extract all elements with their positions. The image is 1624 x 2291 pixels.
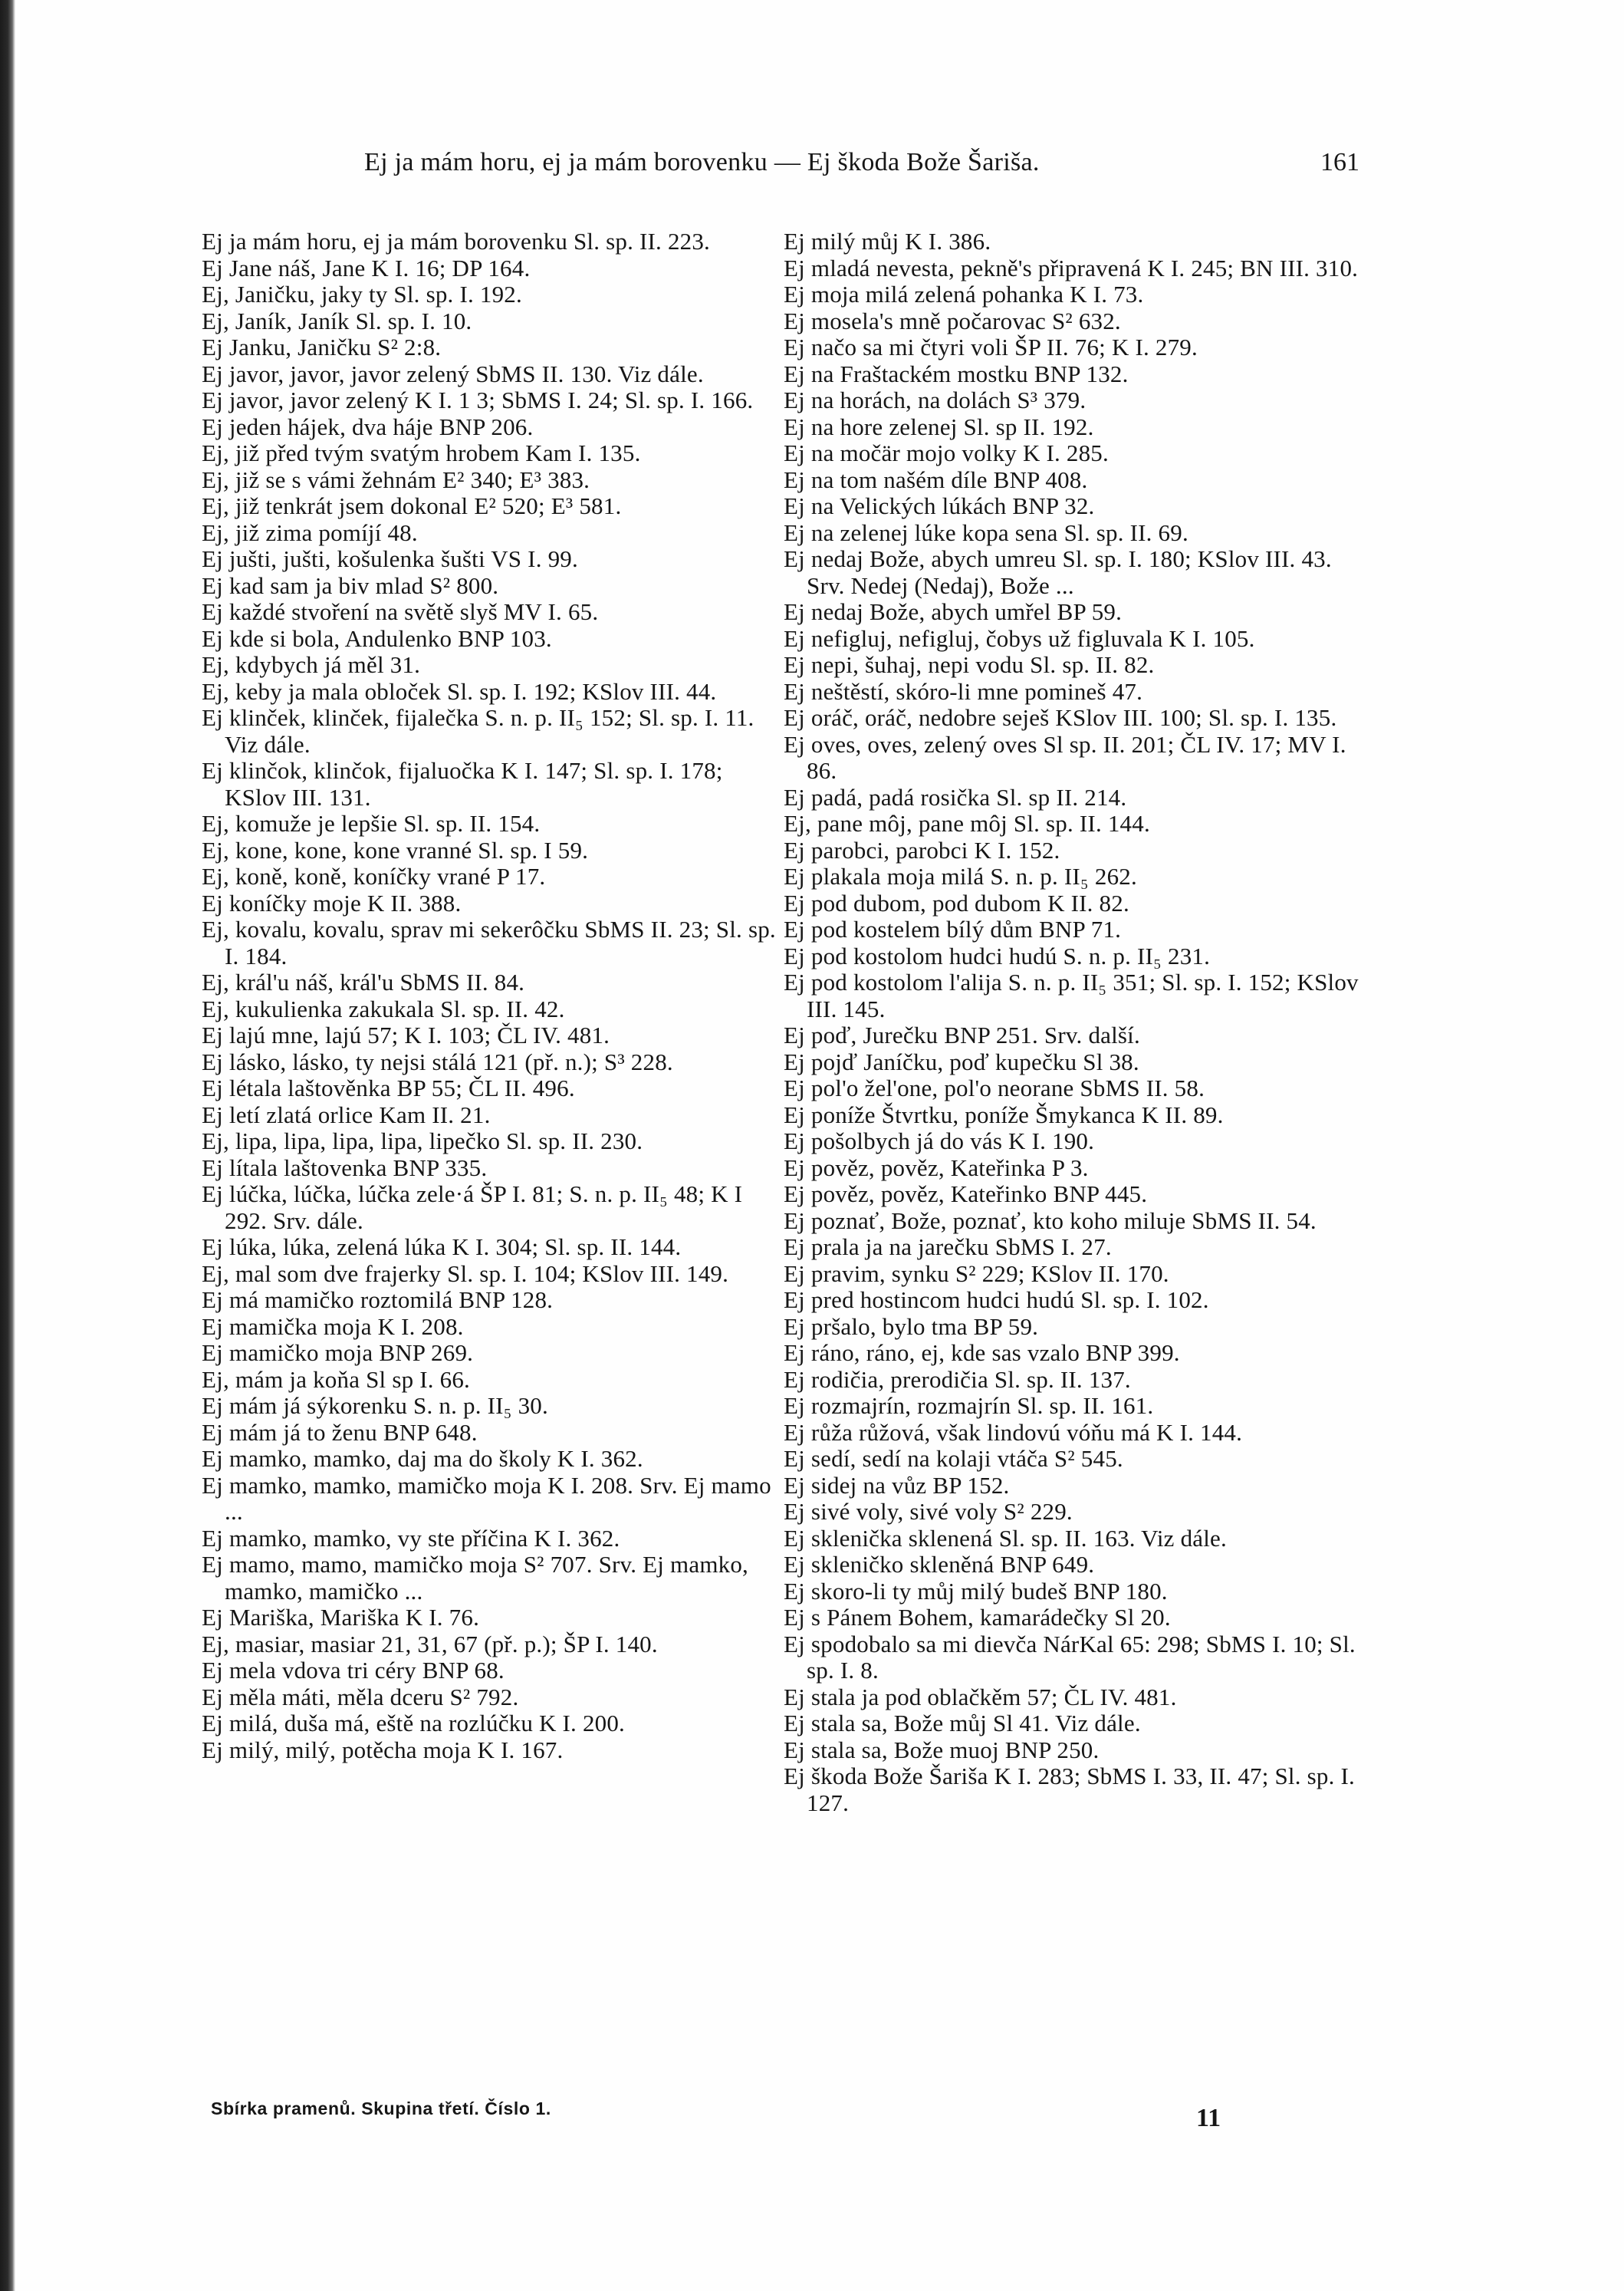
- index-entry: Ej, kdybych já měl 31.: [202, 651, 421, 678]
- index-entry: Ej na tom našém díle BNP 408.: [784, 466, 1088, 493]
- index-entry: Ej oves, oves, zelený oves Sl sp. II. 201; ČL IV. 17; MV I. 86.: [784, 730, 1346, 784]
- index-column-left: [202, 229, 777, 1763]
- index-entry: Ej pověz, pověz, Kateřinko BNP 445.: [784, 1180, 1148, 1207]
- index-entry: Ej, již před tvým svatým hrobem Kam I. 135.: [202, 439, 641, 466]
- index-entry: Ej plakala moja milá S. n. p. II₅ 262.: [784, 863, 1137, 890]
- index-entry: Ej pol'o žel'one, pol'o neorane SbMS II. 58.: [784, 1075, 1205, 1101]
- index-entry: Ej mela vdova tri céry BNP 68.: [202, 1657, 505, 1684]
- index-entry: Ej pod kostolom hudci hudú S. n. p. II₅ 231.: [784, 942, 1211, 969]
- index-entry: Ej, král'u náš, král'u SbMS II. 84.: [202, 969, 525, 996]
- index-entry: Ej koníčky moje K II. 388.: [202, 889, 462, 917]
- index-entry: Ej mamička moja K I. 208.: [202, 1312, 464, 1340]
- index-entry: Ej prala ja na jarečku SbMS I. 27.: [784, 1233, 1112, 1260]
- index-entry: Ej lítala laštovenka BNP 335.: [202, 1154, 488, 1181]
- index-entry: Ej klinček, klinček, fijalečka S. n. p. II₅ 152; Sl. sp. I. 11. Viz dále.: [202, 704, 754, 758]
- index-entry: Ej s Pánem Bohem, kamarádečky Sl 20.: [784, 1604, 1171, 1631]
- page-number: 161: [1320, 148, 1359, 176]
- signature-mark: 11: [1196, 2104, 1221, 2132]
- index-entry: Ej javor, javor, javor zelený SbMS II. 130. Viz dále.: [202, 360, 704, 387]
- index-entry: Ej stala sa, Bože můj Sl 41. Viz dále.: [784, 1710, 1141, 1736]
- index-entry: Ej nedaj Bože, abych umřel BP 59.: [784, 598, 1123, 625]
- index-entry: Ej sivé voly, sivé voly S² 229.: [784, 1498, 1073, 1525]
- index-entry: Ej pravim, synku S² 229; KSlov II. 170.: [784, 1259, 1169, 1287]
- index-entry: Ej pod dubom, pod dubom K II. 82.: [784, 889, 1129, 917]
- index-entry: Ej rozmajrín, rozmajrín Sl. sp. II. 161.: [784, 1392, 1154, 1419]
- index-entry: Ej lúčka, lúčka, lúčka zele·á ŠP I. 81; S. n. p. II₅ 48; K I 292. Srv. dále.: [202, 1180, 743, 1234]
- index-entry: Ej javor, javor zelený K I. 1 3; SbMS I. 24; Sl. sp. I. 166.: [202, 387, 754, 413]
- index-entry: Ej padá, padá rosička Sl. sp II. 214.: [784, 783, 1127, 811]
- index-entry: Ej sedí, sedí na kolaji vtáča S² 545.: [784, 1445, 1123, 1472]
- index-entry: Ej jeden hájek, dva háje BNP 206.: [202, 413, 534, 440]
- index-entry: Ej, mal som dve frajerky Sl. sp. I. 104; KSlov III. 149.: [202, 1259, 729, 1287]
- index-entry: Ej ráno, ráno, ej, kde sas vzalo BNP 399.: [784, 1339, 1180, 1366]
- index-entry: Ej lajú mne, lajú 57; K I. 103; ČL IV. 481.: [202, 1022, 610, 1048]
- index-column-right: [784, 229, 1360, 1816]
- index-entry: Ej milý, milý, potěcha moja K I. 167.: [202, 1736, 564, 1763]
- index-entry: Ej na Fraštackém mostku BNP 132.: [784, 360, 1129, 387]
- index-entry: Ej, koně, koně, koníčky vrané P 17.: [202, 863, 546, 890]
- index-entry: Ej pršalo, bylo tma BP 59.: [784, 1312, 1039, 1340]
- book-page: [15, 0, 1624, 2291]
- index-entry: Ej Jane náš, Jane K I. 16; DP 164.: [202, 254, 531, 281]
- index-entry: Ej letí zlatá orlice Kam II. 21.: [202, 1101, 491, 1128]
- index-entry: Ej růža růžová, však lindovú vóňu má K I. 144.: [784, 1418, 1243, 1446]
- index-entry: Ej na Velických lúkách BNP 32.: [784, 492, 1095, 519]
- index-entry: Ej škoda Bože Šariša K I. 283; SbMS I. 33, II. 47; Sl. sp. I. 127.: [784, 1763, 1355, 1816]
- index-entry: Ej Janku, Janičku S² 2:8.: [202, 334, 442, 360]
- index-entry: Ej, keby ja mala obloček Sl. sp. I. 192; KSlov III. 44.: [202, 677, 717, 705]
- index-entry: Ej, kukulienka zakukala Sl. sp. II. 42.: [202, 995, 565, 1022]
- index-entry: Ej rodičia, prerodičia Sl. sp. II. 137.: [784, 1365, 1131, 1393]
- index-entry: Ej lúka, lúka, zelená lúka K I. 304; Sl. sp. II. 144.: [202, 1233, 682, 1260]
- index-entry: Ej sidej na vůz BP 152.: [784, 1471, 1010, 1499]
- index-entry: Ej spodobalo sa mi dievča NárKal 65: 298; SbMS I. 10; Sl. sp. I. 8.: [784, 1630, 1356, 1684]
- index-entry: Ej nefigluj, nefigluj, čobys už figluvala K I. 105.: [784, 624, 1255, 652]
- index-entry: Ej každé stvoření na světě slyš MV I. 65.: [202, 598, 599, 625]
- index-entry: Ej pod kostolom l'alija S. n. p. II₅ 351; Sl. sp. I. 152; KSlov III. 145.: [784, 969, 1359, 1022]
- index-entry: Ej oráč, oráč, nedobre seješ KSlov III. 100; Sl. sp. I. 135.: [784, 704, 1337, 731]
- index-entry: Ej klinčok, klinčok, fijaluočka K I. 147; Sl. sp. I. 178; KSlov III. 131.: [202, 757, 723, 811]
- index-entry: Ej mám já to ženu BNP 648.: [202, 1418, 478, 1446]
- index-entry: Ej, kovalu, kovalu, sprav mi sekerôčku SbMS II. 23; Sl. sp. I. 184.: [202, 916, 776, 969]
- index-entry: Ej mamko, mamko, mamičko moja K I. 208. Srv. Ej mamo ...: [202, 1471, 771, 1525]
- index-entry: Ej milý můj K I. 386.: [784, 228, 991, 255]
- index-entry: Ej poznať, Bože, poznať, kto koho miluje SbMS II. 54.: [784, 1206, 1317, 1234]
- book-spine-shadow: [0, 0, 15, 2291]
- running-title: Ej ja mám horu, ej ja mám borovenku — Ej škoda Bože Šariša.: [364, 148, 1040, 176]
- index-entry: Ej kde si bola, Andulenko BNP 103.: [202, 624, 552, 652]
- index-entry: Ej nepi, šuhaj, nepi vodu Sl. sp. II. 82.: [784, 651, 1155, 678]
- index-entry: Ej kad sam ja biv mlad S² 800.: [202, 571, 499, 599]
- index-entry: Ej sklenička sklenená Sl. sp. II. 163. Viz dále.: [784, 1524, 1227, 1552]
- index-entry: Ej, Janík, Janík Sl. sp. I. 10.: [202, 307, 472, 334]
- index-entry: Ej pošolbych já do vás K I. 190.: [784, 1127, 1095, 1154]
- index-entry: Ej, mám ja koňa Sl sp I. 66.: [202, 1365, 471, 1393]
- index-entry: Ej ja mám horu, ej ja mám borovenku Sl. sp. II. 223.: [202, 228, 711, 255]
- index-entry: Ej mosela's mně počarovac S² 632.: [784, 307, 1121, 334]
- index-entry: Ej poď, Jurečku BNP 251. Srv. další.: [784, 1022, 1140, 1048]
- index-entry: Ej poníže Štvrtku, poníže Šmykanca K II. 89.: [784, 1101, 1224, 1128]
- index-entry: Ej na močär mojo volky K I. 285.: [784, 439, 1109, 466]
- index-entry: Ej načo sa mi čtyri voli ŠP II. 76; K I. 279.: [784, 334, 1198, 360]
- index-entry: Ej létala laštověnka BP 55; ČL II. 496.: [202, 1075, 575, 1101]
- index-entry: Ej jušti, jušti, košulenka šušti VS I. 99.: [202, 545, 578, 572]
- index-entry: Ej má mamičko roztomilá BNP 128.: [202, 1286, 554, 1313]
- index-entry: Ej parobci, parobci K I. 152.: [784, 836, 1060, 864]
- index-entry: Ej pred hostincom hudci hudú Sl. sp. I. 102.: [784, 1286, 1209, 1313]
- index-entry: Ej, lipa, lipa, lipa, lipa, lipečko Sl. sp. II. 230.: [202, 1127, 643, 1154]
- index-entry: Ej na horách, na dolách S³ 379.: [784, 387, 1087, 413]
- index-entry: Ej, masiar, masiar 21, 31, 67 (př. p.); ŠP I. 140.: [202, 1630, 658, 1657]
- index-entry: Ej, kone, kone, kone vranné Sl. sp. I 59.: [202, 836, 589, 864]
- index-entry: Ej, již zima pomíjí 48.: [202, 518, 418, 546]
- index-entry: Ej mamko, mamko, daj ma do školy K I. 362.: [202, 1445, 643, 1472]
- index-entry: Ej na hore zelenej Sl. sp II. 192.: [784, 413, 1094, 440]
- index-entry: Ej mamko, mamko, vy ste příčina K I. 362.: [202, 1524, 620, 1552]
- index-entry: Ej pojď Janíčku, poď kupečku Sl 38.: [784, 1048, 1139, 1075]
- index-entry: Ej mamo, mamo, mamičko moja S² 707. Srv. Ej mamko, mamko, mamičko ...: [202, 1551, 748, 1605]
- index-entry: Ej mladá nevesta, pekně's připravená K I. 245; BN III. 310.: [784, 254, 1359, 281]
- index-entry: Ej pod kostelem bílý dům BNP 71.: [784, 916, 1122, 943]
- index-entry: Ej nedaj Bože, abych umreu Sl. sp. I. 180; KSlov III. 43. Srv. Nedej (Nedaj), Bože ...: [784, 545, 1332, 599]
- index-entry: Ej, pane môj, pane môj Sl. sp. II. 144.: [784, 810, 1150, 837]
- index-entry: Ej pověz, pověz, Kateřinka P 3.: [784, 1154, 1089, 1181]
- index-entry: Ej na zelenej lúke kopa sena Sl. sp. II. 69.: [784, 518, 1188, 546]
- index-entry: Ej lásko, lásko, ty nejsi stálá 121 (př. n.); S³ 228.: [202, 1048, 673, 1075]
- index-entry: Ej mamičko moja BNP 269.: [202, 1339, 474, 1366]
- index-entry: Ej, již tenkrát jsem dokonal E² 520; E³ 581.: [202, 492, 622, 519]
- series-footnote: Sbírka pramenů. Skupina třetí. Číslo 1.: [211, 2098, 551, 2118]
- index-entry: Ej, Janičku, jaky ty Sl. sp. I. 192.: [202, 281, 522, 308]
- index-entry: Ej skoro-li ty můj milý budeš BNP 180.: [784, 1577, 1168, 1605]
- index-entry: Ej moja milá zelená pohanka K I. 73.: [784, 281, 1144, 308]
- index-entry: Ej skleničko skleněná BNP 649.: [784, 1551, 1095, 1578]
- index-entry: Ej, komuže je lepšie Sl. sp. II. 154.: [202, 810, 541, 837]
- index-entry: Ej stala ja pod oblačkěm 57; ČL IV. 481.: [784, 1683, 1177, 1710]
- index-entry: Ej neštěstí, skóro-li mne pomineš 47.: [784, 677, 1143, 705]
- index-entry: Ej milá, duša má, eště na rozlúčku K I. 200.: [202, 1710, 626, 1736]
- index-entry: Ej měla máti, měla dceru S² 792.: [202, 1683, 519, 1710]
- index-entry: Ej stala sa, Bože muoj BNP 250.: [784, 1736, 1100, 1763]
- index-entry: Ej mám já sýkorenku S. n. p. II₅ 30.: [202, 1392, 548, 1419]
- index-entry: Ej, již se s vámi žehnám E² 340; E³ 383.: [202, 466, 590, 493]
- index-entry: Ej Mariška, Mariška K I. 76.: [202, 1604, 480, 1631]
